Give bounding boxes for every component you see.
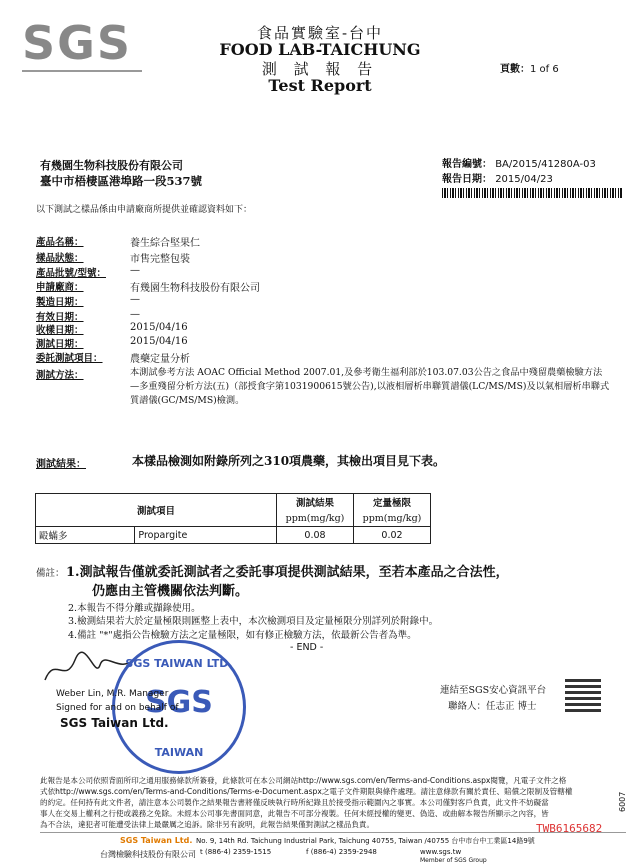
notes-label: 備註：	[36, 568, 65, 579]
lab-name-en: FOOD LAB-TAICHUNG	[219, 40, 421, 59]
report-title-en: Test Report	[268, 76, 372, 95]
cell-item-en: Propargite	[135, 527, 277, 544]
sgs-logo-text: SGS	[22, 16, 133, 70]
note-4: 4.備註 "*"處指公告檢驗方法之定量極限，如有修正檢驗方法，依最新公告者為準。	[68, 630, 417, 641]
footer-address: No. 9, 14th Rd. Taichung Industrial Park, Taichung 40755, Taiwan /40755 台中市台中工業區14路9號	[196, 837, 535, 845]
footer-company-en: SGS Taiwan Ltd.	[120, 836, 193, 845]
footer-company-cn: 台灣檢驗科技股份有限公司	[100, 850, 196, 859]
contact-person: 聯絡人：任志正 博士	[448, 701, 537, 712]
field-value: 2015/04/16	[130, 336, 188, 347]
page-value: 1 of 6	[530, 64, 559, 75]
header-limit-unit: ppm(mg/kg)	[354, 510, 431, 527]
field-value: 有幾園生物科技股份有限公司	[130, 283, 260, 294]
client-name: 有幾園生物科技股份有限公司	[40, 159, 183, 172]
report-date-label: 報告日期：	[442, 174, 492, 185]
field-value: 市售完整包裝	[130, 254, 190, 265]
serial-number: TWB6165682	[536, 822, 603, 835]
field-label: 產品批號/型號：	[36, 268, 106, 279]
report-date	[442, 170, 553, 185]
field-label: 委託測試項目：	[36, 353, 103, 364]
report-number	[442, 155, 596, 170]
disclaimer-line: 為不合法，違犯者可能遭受法律上最嚴厲之追訴。除非另有說明，此報告結果僅對測試之樣品負責。	[40, 820, 375, 829]
field-value: —	[130, 294, 140, 305]
note-2: 2.本報告不得分離或擷錄使用。	[68, 603, 201, 614]
table-header-row	[36, 494, 431, 511]
field-value: 2015/04/16	[130, 322, 188, 333]
qr-code[interactable]	[565, 676, 601, 712]
seal-bottom-text: TAIWAN	[154, 746, 204, 759]
disclaimer-line: 式依http://www.sgs.com/en/Terms-and-Conditions/Terms-e-Document.aspx之電子文件期限與條件處理。請注意條款有關於責任、賠償之限制及管轄權	[40, 787, 573, 796]
field-value: 農藥定量分析	[130, 354, 190, 365]
cell-item-cn: 毆蟎多	[36, 527, 135, 544]
footer-member: Member of SGS Group	[420, 857, 487, 864]
field-label: 測試日期：	[36, 339, 84, 350]
note-1b: 仍應由主管機關依法判斷。	[92, 584, 249, 599]
result-summary: 本樣品檢測如附錄所列之310項農藥，其檢出項目見下表。	[132, 454, 446, 468]
page-indicator	[500, 60, 559, 75]
contact-platform: 連結至SGS安心資訊平台	[440, 685, 547, 696]
header-limit: 定量極限	[354, 494, 431, 511]
header-test-item: 測試項目	[36, 494, 277, 527]
disclaimer-line: 此報告是本公司依照背面所印之通用服務條款所簽發，此條款可在本公司網站http://www.sgs.com/en/Terms-and-Conditions.aspx閱覽，凡電子文件之格	[40, 776, 567, 785]
intro-text: 以下測試之樣品係由申請廠商所提供並確認資料如下：	[36, 205, 253, 215]
report-barcode	[442, 188, 622, 198]
signed-for: Signed for and on behalf of	[56, 703, 179, 713]
signatory-company: SGS Taiwan Ltd.	[60, 716, 169, 730]
field-value: —	[130, 265, 140, 276]
footer-fax: f (886-4) 2359-2948	[306, 848, 377, 856]
field-label: 製造日期：	[36, 297, 84, 308]
footer-website[interactable]: www.sgs.tw	[420, 848, 462, 856]
results-table	[35, 493, 431, 544]
seal-top-text: SGS TAIWAN LTD.	[125, 657, 233, 670]
result-label: 測試結果：	[36, 459, 86, 470]
report-date-value: 2015/04/23	[495, 174, 553, 185]
cell-result: 0.08	[277, 527, 354, 544]
field-label: 申請廠商：	[36, 282, 84, 293]
note-3: 3.檢測結果若大於定量極限則匯整上表中，本次檢測項目及定量極限分別詳列於附錄中。	[68, 616, 439, 627]
signatory-name: Weber Lin, M.R. Manager	[56, 689, 169, 699]
field-label: 樣品狀態：	[36, 253, 84, 264]
end-marker: - END -	[290, 642, 324, 653]
field-value: 養生綜合堅果仁	[130, 238, 200, 249]
cell-limit: 0.02	[354, 527, 431, 544]
method-text: 本測試參考方法 AOAC Official Method 2007.01,及參考衛生福利部於103.07.03公告之食品中殘留農藥檢驗方法—多重殘留分析方法(五)（部授食字第1031900615號公告),以液相層析串聯質譜儀(LC/MS/MS)及以氣相層析串聯式質譜儀(GC/MS/MS)檢測。	[130, 367, 610, 406]
report-number-value: BA/2015/41280A-03	[495, 159, 596, 170]
header-result-unit: ppm(mg/kg)	[277, 510, 354, 527]
client-address: 臺中市梧棲區港埠路一段537號	[40, 174, 203, 188]
lab-name-cn: 食品實驗室-台中	[256, 24, 384, 42]
disclaimer-line: 的約定。任何持有此文件者，請注意本公司製作之結果報告書將僅反映執行時所紀錄且於接受指示範圍內之事實。本公司僅對客戶負責，此文件不妨礙當	[40, 798, 549, 807]
method-label: 測試方法：	[36, 370, 84, 381]
header-result: 測試結果	[277, 494, 354, 511]
field-label: 收樣日期：	[36, 325, 84, 336]
disclaimer-line: 事人在交易上權利之行使或義務之免除。未經本公司事先書面同意，此報告不可部分複製。任何未經授權的變更、偽造、或曲解本報告所顯示之內容，皆	[40, 809, 549, 818]
field-label: 產品名稱：	[36, 237, 84, 248]
report-number-label: 報告編號：	[442, 159, 492, 170]
side-number: 6007	[618, 791, 627, 812]
page-label: 頁數：	[500, 64, 530, 75]
seal-center-text: SGS	[145, 685, 213, 720]
field-value: —	[130, 309, 140, 320]
table-row	[36, 527, 431, 544]
report-title-cn: 測 試 報 告	[261, 60, 379, 78]
note-1a: 1.測試報告僅就委託測試者之委託事項提供測試結果，至若本產品之合法性，	[66, 565, 509, 580]
footer-tel: t (886-4) 2359-1515	[200, 848, 272, 856]
field-label: 有效日期：	[36, 312, 84, 323]
